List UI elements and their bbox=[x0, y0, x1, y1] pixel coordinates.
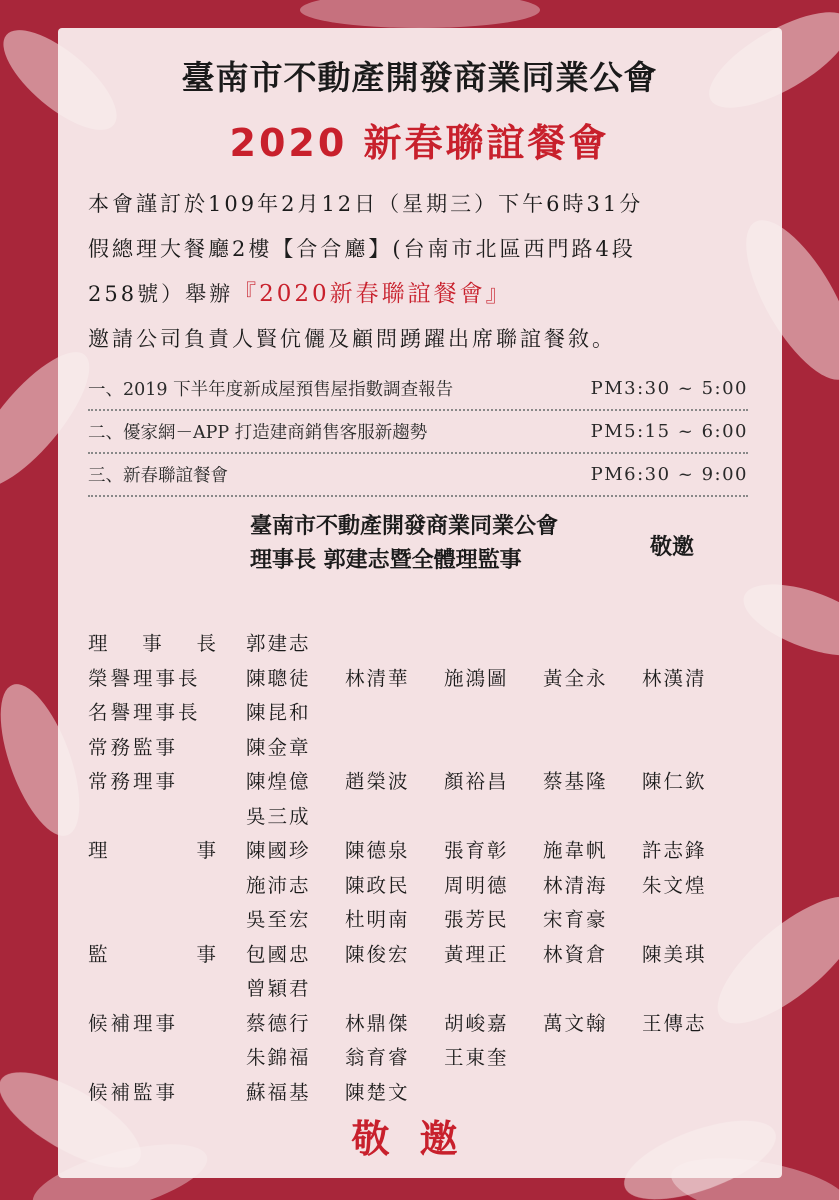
roster-row bbox=[88, 1039, 741, 1074]
roster-name: 杜明南 bbox=[345, 908, 410, 932]
agenda-row bbox=[88, 411, 748, 454]
roster-name: 施鴻圖 bbox=[444, 666, 509, 690]
intro-line-2: 假總理大餐廳2樓【合合廳】(台南市北區西門路4段 bbox=[88, 237, 636, 261]
roster-row bbox=[88, 1074, 741, 1109]
roster-name: 黃全永 bbox=[543, 666, 608, 690]
roster-name: 林資倉 bbox=[543, 942, 608, 966]
roster-row bbox=[88, 763, 741, 798]
roster-title: 榮譽理事長 bbox=[88, 666, 201, 690]
roster-name: 陳仁欽 bbox=[642, 770, 707, 794]
roster-name: 施韋帆 bbox=[543, 839, 608, 863]
intro-line-4: 邀請公司負責人賢伉儷及顧問踴躍出席聯誼餐敘。 bbox=[88, 327, 616, 351]
roster-names bbox=[246, 732, 345, 760]
roster-title-char: 事 bbox=[142, 632, 162, 656]
roster-name: 黃理正 bbox=[444, 942, 509, 966]
roster-name: 林漢清 bbox=[642, 666, 707, 690]
roster-names bbox=[246, 663, 741, 691]
intro-line-1: 本會謹訂於109年2月12日（星期三）下午6時31分 bbox=[88, 192, 644, 216]
roster-name: 趙榮波 bbox=[345, 770, 410, 794]
roster-name: 陳國珍 bbox=[246, 839, 311, 863]
roster-title-char: 長 bbox=[196, 632, 216, 656]
roster-names bbox=[246, 939, 741, 967]
agenda-list bbox=[88, 368, 748, 497]
roster-row bbox=[88, 729, 741, 764]
roster-name: 陳煌億 bbox=[246, 770, 311, 794]
roster-name: 施沛志 bbox=[246, 873, 311, 897]
roster-name: 胡峻嘉 bbox=[444, 1011, 509, 1035]
roster-names bbox=[246, 628, 345, 656]
roster-name: 蔡基隆 bbox=[543, 770, 608, 794]
roster-title: 常務監事 bbox=[88, 735, 179, 759]
roster-name: 林鼎傑 bbox=[345, 1011, 410, 1035]
host-respect: 敬邀 bbox=[650, 535, 695, 560]
roster-name: 翁育睿 bbox=[345, 1046, 410, 1070]
roster-name: 陳美琪 bbox=[642, 942, 707, 966]
roster-names bbox=[246, 697, 345, 725]
roster-name: 張芳民 bbox=[444, 908, 509, 932]
roster-name: 陳俊宏 bbox=[345, 942, 410, 966]
closing-respect: 敬邀 bbox=[351, 1117, 488, 1161]
roster-name: 吳三成 bbox=[246, 804, 311, 828]
roster-title-char: 理 bbox=[88, 839, 108, 863]
roster-name: 陳楚文 bbox=[345, 1080, 410, 1104]
org-title: 臺南市不動產開發商業同業公會 bbox=[181, 58, 658, 97]
roster-name: 包國忠 bbox=[246, 942, 311, 966]
roster-title-char: 事 bbox=[196, 839, 216, 863]
intro-event-name: 『2020新春聯誼餐會』 bbox=[233, 281, 512, 307]
agenda-time: PM5:15 ~ 6:00 bbox=[590, 421, 748, 442]
host-signature bbox=[250, 510, 558, 578]
roster-row bbox=[88, 901, 741, 936]
roster-name: 蘇福基 bbox=[246, 1080, 311, 1104]
invitation-text bbox=[88, 182, 768, 362]
roster-name: 吳至宏 bbox=[246, 908, 311, 932]
roster-name: 林清華 bbox=[345, 666, 410, 690]
roster-title-char: 事 bbox=[196, 942, 216, 966]
host-line-2: 理事長 郭建志暨全體理監事 bbox=[250, 548, 522, 573]
roster-name: 顏裕昌 bbox=[444, 770, 509, 794]
roster-row bbox=[88, 1005, 741, 1040]
roster-name: 郭建志 bbox=[246, 632, 311, 656]
intro-line-3 bbox=[88, 272, 768, 317]
roster-name: 朱錦福 bbox=[246, 1046, 311, 1070]
roster-title: 常務理事 bbox=[88, 770, 179, 794]
roster-row bbox=[88, 694, 741, 729]
roster-title-char: 監 bbox=[88, 942, 108, 966]
roster-name: 王東奎 bbox=[444, 1046, 509, 1070]
roster-row bbox=[88, 867, 741, 902]
roster-names bbox=[246, 870, 741, 898]
agenda-item: 三、新春聯誼餐會 bbox=[88, 466, 228, 486]
agenda-time: PM3:30 ~ 5:00 bbox=[590, 378, 748, 399]
roster-row bbox=[88, 798, 741, 833]
agenda-item: 一、2019 下半年度新成屋預售屋指數調查報告 bbox=[88, 380, 454, 400]
roster-title-char: 理 bbox=[88, 632, 108, 656]
roster-names bbox=[246, 904, 642, 932]
roster-name: 蔡德行 bbox=[246, 1011, 311, 1035]
agenda-item: 二、優家網－APP 打造建商銷售客服新趨勢 bbox=[88, 423, 428, 443]
roster-name: 陳德泉 bbox=[345, 839, 410, 863]
roster-names bbox=[246, 801, 345, 829]
host-line-1: 臺南市不動產開發商業同業公會 bbox=[250, 514, 559, 539]
roster-title bbox=[88, 628, 216, 656]
roster-list bbox=[88, 625, 741, 1108]
roster-title bbox=[88, 835, 216, 863]
roster-row bbox=[88, 625, 741, 660]
roster-name: 宋育豪 bbox=[543, 908, 608, 932]
roster-name: 陳金章 bbox=[246, 735, 311, 759]
roster-name: 許志鋒 bbox=[642, 839, 707, 863]
roster-name: 朱文煌 bbox=[642, 873, 707, 897]
roster-title: 候補理事 bbox=[88, 1011, 179, 1035]
roster-row bbox=[88, 660, 741, 695]
roster-names bbox=[246, 1042, 543, 1070]
roster-name: 陳昆和 bbox=[246, 701, 311, 725]
roster-title bbox=[88, 939, 216, 967]
agenda-row bbox=[88, 368, 748, 411]
roster-name: 張育彰 bbox=[444, 839, 509, 863]
roster-names bbox=[246, 1008, 741, 1036]
roster-name: 陳政民 bbox=[345, 873, 410, 897]
roster-names bbox=[246, 1077, 444, 1105]
roster-name: 林清海 bbox=[543, 873, 608, 897]
roster-name: 周明德 bbox=[444, 873, 509, 897]
agenda-row bbox=[88, 454, 748, 497]
roster-title: 候補監事 bbox=[88, 1080, 179, 1104]
roster-names bbox=[246, 766, 741, 794]
intro-line-3-pre: 258號）舉辦 bbox=[88, 282, 234, 306]
roster-row bbox=[88, 832, 741, 867]
roster-names bbox=[246, 973, 345, 1001]
event-title: 2020 新春聯誼餐會 bbox=[229, 121, 610, 165]
roster-title: 名譽理事長 bbox=[88, 701, 201, 725]
roster-name: 王傳志 bbox=[642, 1011, 707, 1035]
roster-name: 萬文翰 bbox=[543, 1011, 608, 1035]
roster-row bbox=[88, 970, 741, 1005]
roster-row bbox=[88, 936, 741, 971]
roster-names bbox=[246, 835, 741, 863]
agenda-time: PM6:30 ~ 9:00 bbox=[590, 464, 748, 485]
roster-name: 陳聰徒 bbox=[246, 666, 311, 690]
roster-name: 曾穎君 bbox=[246, 977, 311, 1001]
